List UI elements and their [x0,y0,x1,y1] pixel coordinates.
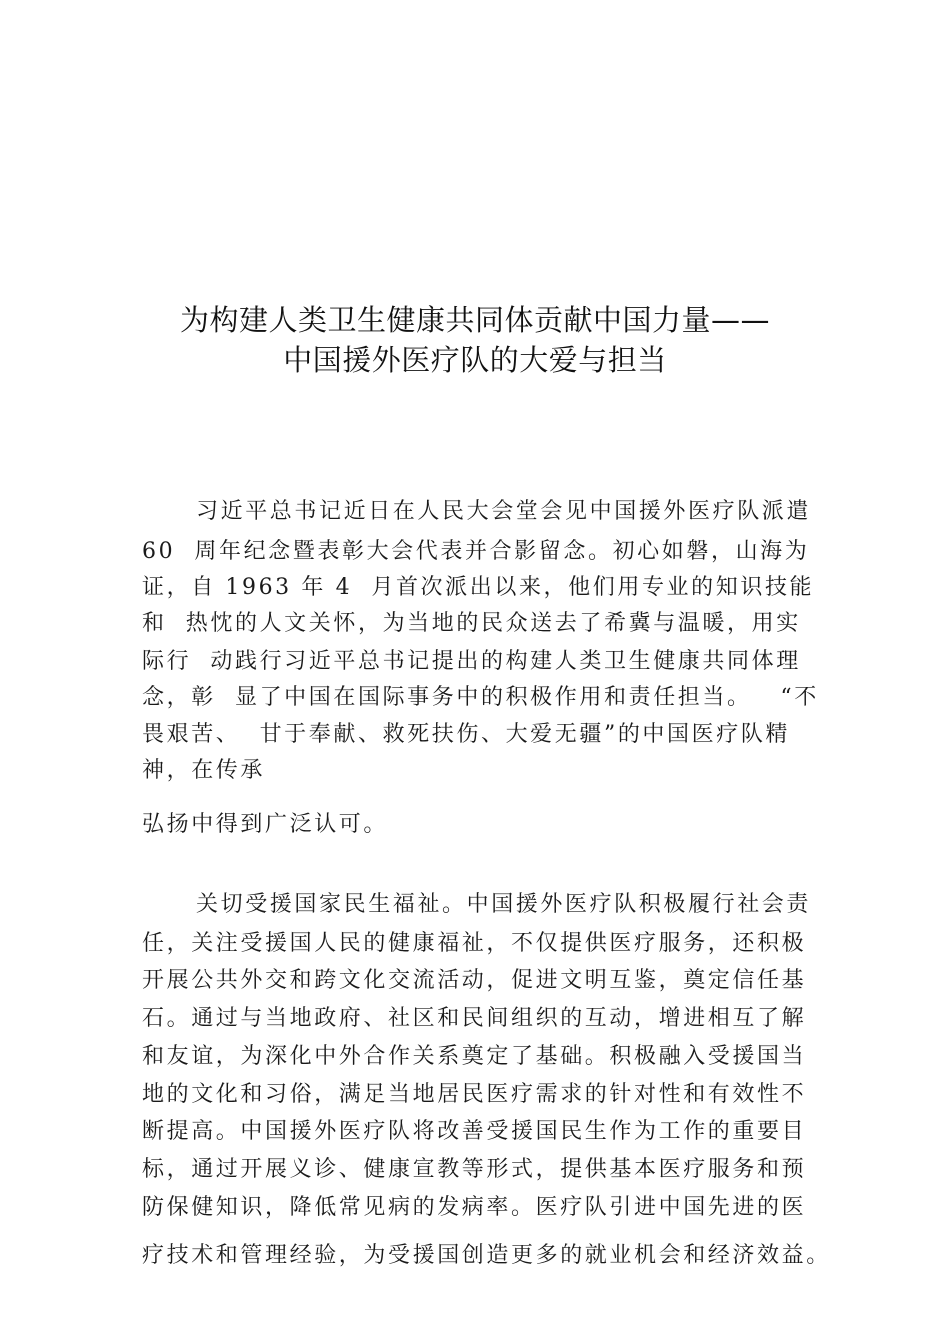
document-title-line-1: 为构建人类卫生健康共同体贡献中国力量—— [179,303,770,337]
paragraph-2-line: 疗技术和管理经验，为受援国创造更多的就业机会和经济效益。 [142,1243,831,1268]
paragraph-1-line: 际行 动践行习近平总书记提出的构建人类卫生健康共同体理 [142,649,801,674]
paragraph-1-line: 神，在传承 [142,758,266,783]
paragraph-2-line: 任，关注受援国人民的健康福祉，不仅提供医疗服务，还积极 [142,931,807,956]
paragraph-2-line: 地的文化和习俗，满足当地居民医疗需求的针对性和有效性不 [142,1082,807,1107]
document-title-line-2: 中国援外医疗队的大爱与担当 [283,343,667,377]
paragraph-2-line: 断提高。中国援外医疗队将改善受援国民生作为工作的重要目 [142,1119,807,1144]
paragraph-1-line: 习近平总书记近日在人民大会堂会见中国援外医疗队派遣 [196,499,812,524]
paragraph-2-line: 标，通过开展义诊、健康宣教等形式，提供基本医疗服务和预 [142,1157,807,1182]
paragraph-1-line: 畏艰苦、 甘于奉献、救死扶伤、大爱无疆”的中国医疗队精 [142,722,791,747]
paragraph-2-line: 石。通过与当地政府、社区和民间组织的互动，增进相互了解 [142,1006,807,1031]
paragraph-1-line: 念，彰 显了中国在国际事务中的积极作用和责任担当。 “不 [142,685,819,710]
paragraph-1-line: 和 热忱的人文关怀，为当地的民众送去了希冀与温暖，用实 [142,611,801,636]
paragraph-2-line: 关切受援国家民生福祉。中国援外医疗队积极履行社会责 [196,892,812,917]
paragraph-2-line: 开展公共外交和跨文化交流活动，促进文明互鉴，奠定信任基 [142,968,807,993]
paragraph-2-line: 防保健知识，降低常见病的发病率。医疗队引进中国先进的医 [142,1195,807,1220]
paragraph-1-tail-line: 弘扬中得到广泛认可。 [142,812,389,837]
paragraph-2-line: 和友谊，为深化中外合作关系奠定了基础。积极融入受援国当 [142,1044,807,1069]
paragraph-1-line: 证，自 1963 年 4 月首次派出以来，他们用专业的知识技能 [142,575,815,600]
paragraph-1-line: 60 周年纪念暨表彰大会代表并合影留念。初心如磐，山海为 [142,539,810,564]
